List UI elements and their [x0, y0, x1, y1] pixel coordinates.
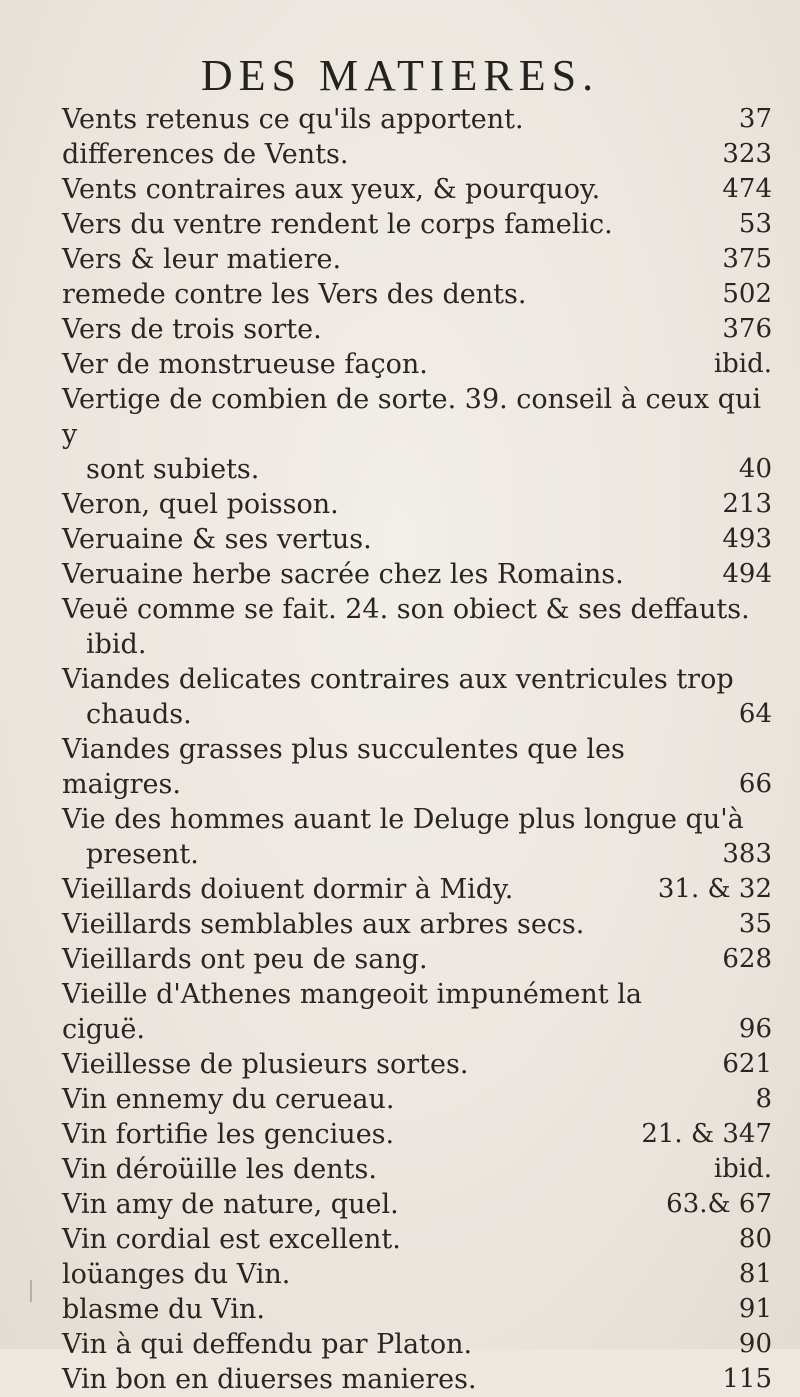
entry-text: Vin cordial est excellent.: [62, 1224, 401, 1255]
index-entry: [62, 1327, 772, 1362]
entry-text: Vin amy de nature, quel.: [62, 1189, 399, 1220]
entry-page-ref: 81: [738, 1259, 772, 1289]
index-entry: [62, 557, 772, 592]
entry-page-ref: 21. & 347: [641, 1119, 772, 1149]
entry-text: Vents retenus ce qu'ils apportent.: [62, 104, 524, 135]
index-entry: [62, 837, 772, 872]
entry-page-ref: 213: [722, 489, 772, 519]
entry-page-ref: 80: [738, 1224, 772, 1254]
entry-page-ref: 40: [738, 454, 772, 484]
index-entry: [62, 627, 772, 662]
index-entry: [62, 1082, 772, 1117]
index-entry: [62, 802, 772, 837]
index-entry: [62, 697, 772, 732]
index-entry: [62, 487, 772, 522]
index-entry: [62, 102, 772, 137]
entry-page-ref: 502: [722, 279, 772, 309]
index-entry: [62, 1152, 772, 1187]
entry-page-ref: 35: [738, 909, 772, 939]
entry-page-ref: 64: [738, 699, 772, 729]
index-entry: [62, 1187, 772, 1222]
entry-page-ref: ibid.: [713, 349, 772, 379]
entry-text: chauds.: [86, 699, 192, 730]
entry-text: Vieillards ont peu de sang.: [62, 944, 428, 975]
entry-page-ref: 90: [738, 1329, 772, 1359]
entry-text: Vin bon en diuerses manieres.: [62, 1364, 477, 1395]
entry-text: differences de Vents.: [62, 139, 349, 170]
entry-page-ref: 375: [722, 244, 772, 274]
entry-text: Vents contraires aux yeux, & pourquoy.: [62, 174, 601, 205]
entry-page-ref: 376: [722, 314, 772, 344]
index-entry: [62, 1117, 772, 1152]
entry-text: present.: [86, 839, 199, 870]
entry-page-ref: 8: [755, 1084, 772, 1114]
index-entry: [62, 872, 772, 907]
index-entry: [62, 1362, 772, 1397]
index-entry: [62, 382, 772, 452]
entry-text: Vieillards doiuent dormir à Midy.: [62, 874, 514, 905]
index-entry: [62, 592, 772, 627]
entry-page-ref: 115: [722, 1364, 772, 1394]
entry-text: sont subiets.: [86, 454, 260, 485]
entry-text: Vieillards semblables aux arbres secs.: [62, 909, 585, 940]
entry-text: Vie des hommes auant le Deluge plus longue qu'à: [62, 804, 744, 835]
index-entry: [62, 452, 772, 487]
entry-text: Vin ennemy du cerueau.: [62, 1084, 395, 1115]
entry-page-ref: 383: [722, 839, 772, 869]
page-header: DES MATIERES.: [200, 51, 600, 100]
entry-text: ibid.: [86, 629, 147, 660]
index-entry: [62, 1047, 772, 1082]
index-entry: [62, 347, 772, 382]
entry-text: Veron, quel poisson.: [62, 489, 339, 520]
index-entry: [62, 137, 772, 172]
entry-page-ref: 63.& 67: [666, 1189, 772, 1219]
entry-page-ref: 37: [738, 104, 772, 134]
index-entry: [62, 312, 772, 347]
entry-text: Veruaine & ses vertus.: [62, 524, 372, 555]
entry-text: Vers & leur matiere.: [62, 244, 342, 275]
entry-page-ref: 31. & 32: [657, 874, 772, 904]
index-entry: [62, 1257, 772, 1292]
entry-text: Vieille d'Athenes mangeoit impunément la ciguë.: [62, 979, 642, 1045]
entry-text: Veruaine herbe sacrée chez les Romains.: [62, 559, 624, 590]
entry-page-ref: 53: [738, 209, 772, 239]
entry-page-ref: 494: [722, 559, 772, 589]
entry-text: Vin fortifie les genciues.: [62, 1119, 395, 1150]
entry-text: remede contre les Vers des dents.: [62, 279, 527, 310]
index-entry: [62, 977, 772, 1047]
entry-text: Vin déroüille les dents.: [62, 1154, 377, 1185]
index-entry: [62, 207, 772, 242]
index-entry: [62, 522, 772, 557]
entry-page-ref: 66: [738, 769, 772, 799]
index-entry: [62, 1222, 772, 1257]
entry-text: loüanges du Vin.: [62, 1259, 291, 1290]
entry-text: Vertige de combien de sorte. 39. conseil à ceux qui y: [62, 384, 762, 450]
entry-text: Vers de trois sorte.: [62, 314, 322, 345]
paper-mark: [30, 1280, 32, 1302]
entry-page-ref: 474: [722, 174, 772, 204]
index-entry: [62, 242, 772, 277]
index-entry: [62, 1292, 772, 1327]
index-entry: [62, 732, 772, 802]
entry-text: blasme du Vin.: [62, 1294, 265, 1325]
index-entry: [62, 172, 772, 207]
entry-text: Viandes grasses plus succulentes que les maigres.: [62, 734, 625, 800]
entry-text: Vin à qui deffendu par Platon.: [62, 1329, 473, 1360]
entry-text: Ver de monstrueuse façon.: [62, 349, 428, 380]
entry-page-ref: 628: [722, 944, 772, 974]
index-entry: [62, 942, 772, 977]
entry-page-ref: 96: [738, 1014, 772, 1044]
entry-page-ref: 91: [738, 1294, 772, 1324]
entry-text: Vieillesse de plusieurs sortes.: [62, 1049, 469, 1080]
entry-text: Vers du ventre rendent le corps famelic.: [62, 209, 613, 240]
entry-page-ref: 493: [722, 524, 772, 554]
entry-page-ref: 621: [722, 1049, 772, 1079]
entry-page-ref: 323: [722, 139, 772, 169]
entry-page-ref: ibid.: [713, 1154, 772, 1184]
index-entry: [62, 907, 772, 942]
index-entry: [62, 662, 772, 697]
entry-text: Veuë comme se fait. 24. son obiect & ses deffauts.: [62, 594, 750, 625]
index-entry: [62, 277, 772, 312]
entry-text: Viandes delicates contraires aux ventricules trop: [62, 664, 734, 695]
index-entries: [62, 102, 772, 1397]
